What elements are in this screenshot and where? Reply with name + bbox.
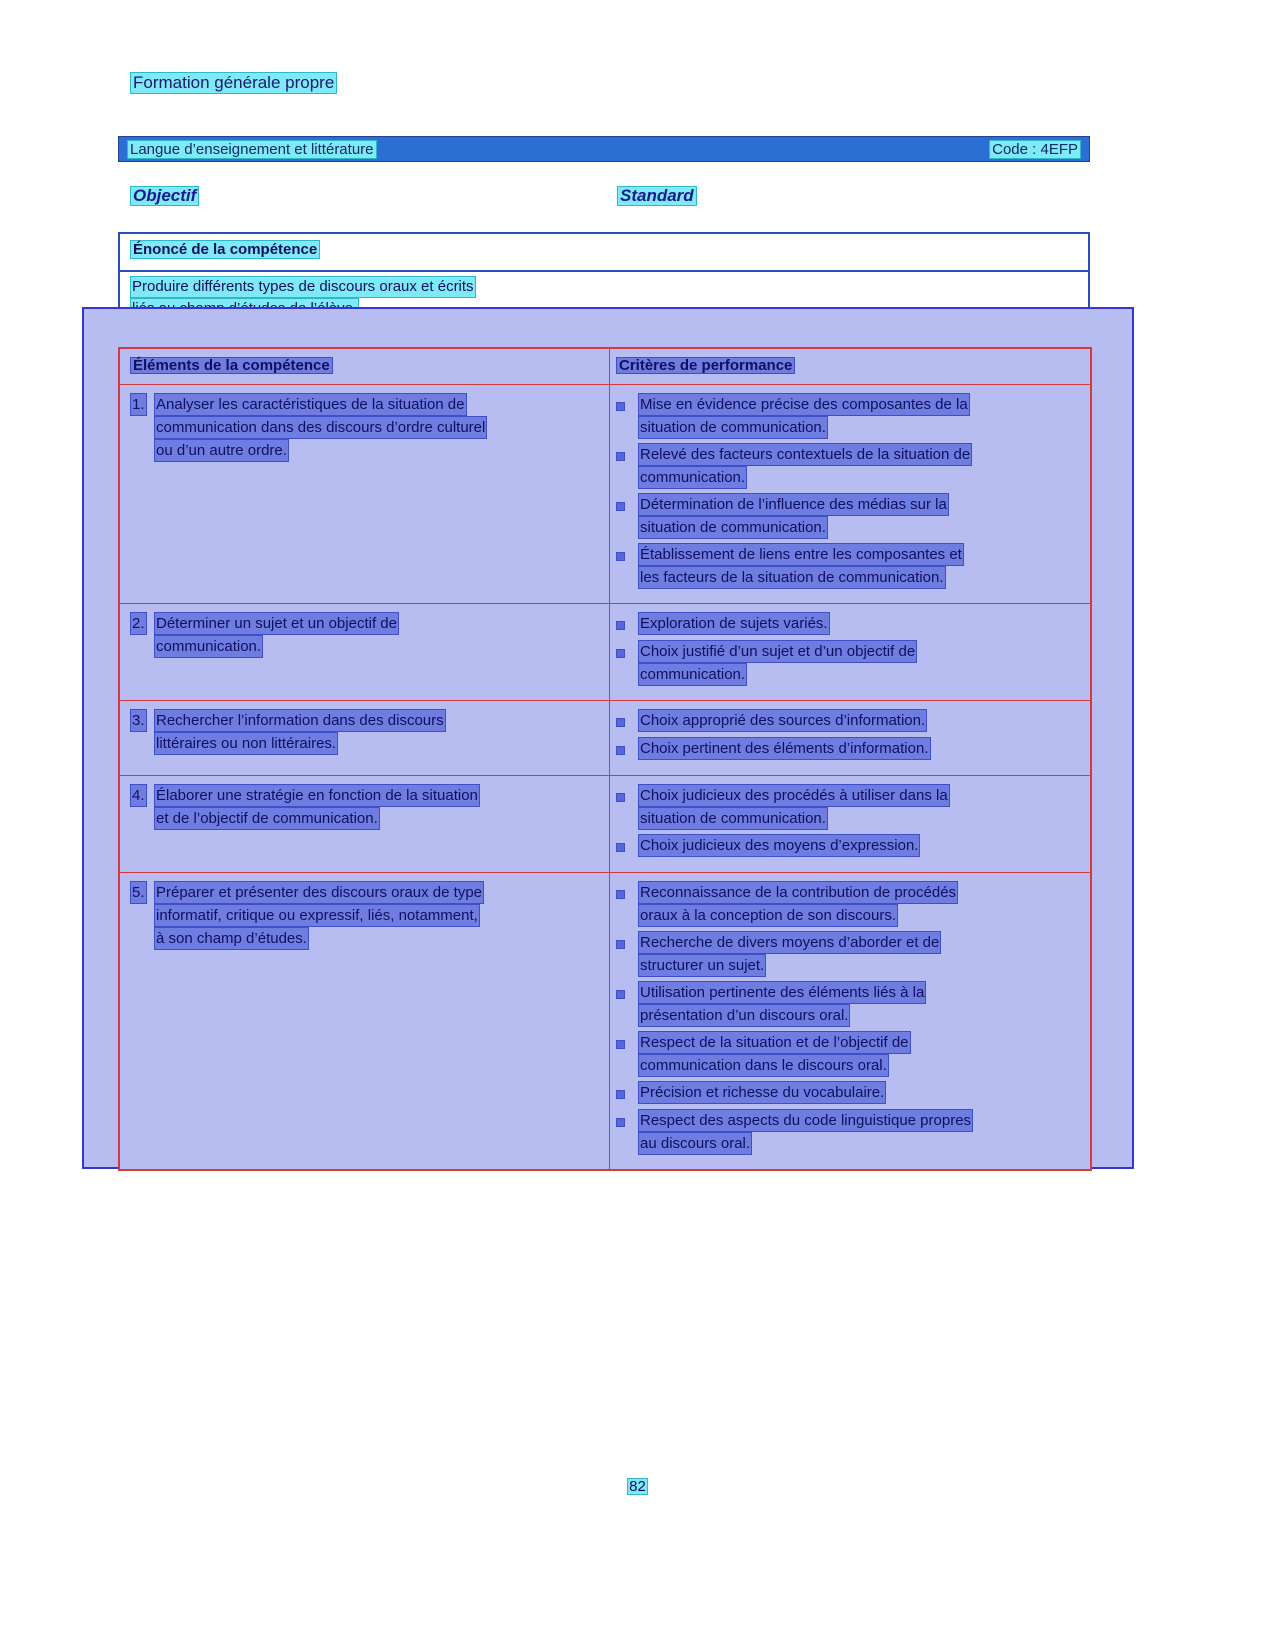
- element-text-line: communication dans des discours d’ordre culturel: [154, 416, 487, 439]
- list-item: [616, 493, 1080, 539]
- bullet-icon: [616, 931, 638, 977]
- course-header-bar: [118, 136, 1090, 162]
- criterion-text: [638, 612, 1080, 636]
- table-header-elements-label: Éléments de la compétence: [130, 357, 333, 374]
- element-number: [130, 612, 154, 658]
- table-header-criteria-label: Critères de performance: [616, 357, 795, 374]
- element-text-line: Déterminer un sujet et un objectif de: [154, 612, 399, 635]
- list-item: [616, 931, 1080, 977]
- objectif-label: Objectif: [130, 186, 199, 206]
- element-item: [130, 393, 599, 462]
- bullet-icon: [616, 737, 638, 761]
- list-item: [616, 393, 1080, 439]
- criterion-text: [638, 931, 1080, 977]
- competence-statement-line-1: Produire différents types de discours oraux et écrits: [130, 276, 476, 298]
- criterion-line: présentation d’un discours oral.: [638, 1004, 850, 1027]
- element-number-label: 1.: [130, 393, 147, 416]
- criterion-line: structurer un sujet.: [638, 954, 766, 977]
- table-row: [120, 700, 1090, 775]
- criterion-text: [638, 640, 1080, 686]
- criterion-line: Détermination de l’influence des médias sur la: [638, 493, 949, 516]
- footer: [0, 1478, 1275, 1495]
- element-cell: [120, 873, 610, 1169]
- criteria-list: [616, 612, 1080, 686]
- element-number-label: 3.: [130, 709, 147, 732]
- criterion-line: Choix judicieux des procédés à utiliser dans la: [638, 784, 950, 807]
- element-text: [154, 393, 599, 462]
- list-item: [616, 1109, 1080, 1155]
- table-row: [120, 872, 1090, 1169]
- page-title: Formation générale propre: [130, 72, 337, 94]
- criterion-line: situation de communication.: [638, 516, 828, 539]
- criterion-line: Mise en évidence précise des composantes de la: [638, 393, 970, 416]
- list-item: [616, 1031, 1080, 1077]
- standard-label: Standard: [617, 186, 697, 206]
- list-item: [616, 1081, 1080, 1105]
- element-text-line: et de l’objectif de communication.: [154, 807, 380, 830]
- criterion-text: [638, 881, 1080, 927]
- bullet-icon: [616, 834, 638, 858]
- table-row: [120, 384, 1090, 603]
- page-title-container: [130, 72, 337, 94]
- criteria-list: [616, 709, 1080, 761]
- criterion-text: [638, 834, 1080, 858]
- element-number: [130, 881, 154, 950]
- criterion-line: communication.: [638, 663, 747, 686]
- bullet-icon: [616, 493, 638, 539]
- element-text-line: Préparer et présenter des discours oraux de type: [154, 881, 484, 904]
- criterion-text: [638, 543, 1080, 589]
- criteria-list: [616, 881, 1080, 1155]
- criteria-cell: [610, 873, 1090, 1169]
- criterion-line: les facteurs de la situation de communication.: [638, 566, 946, 589]
- element-text: [154, 784, 599, 830]
- element-text: [154, 709, 599, 755]
- criterion-line: Respect des aspects du code linguistique propres: [638, 1109, 973, 1132]
- element-text: [154, 612, 599, 658]
- criteria-cell: [610, 604, 1090, 700]
- list-item: [616, 443, 1080, 489]
- element-text-line: à son champ d’études.: [154, 927, 309, 950]
- table-header-cell-criteria: [610, 349, 1090, 384]
- page-number-label: 82: [629, 1478, 646, 1495]
- criterion-line: Reconnaissance de la contribution de procédés: [638, 881, 958, 904]
- bullet-icon: [616, 1109, 638, 1155]
- criterion-text: [638, 443, 1080, 489]
- criterion-line: Choix approprié des sources d’information.: [638, 709, 927, 732]
- criterion-text: [638, 784, 1080, 830]
- criterion-line: Recherche de divers moyens d’aborder et de: [638, 931, 941, 954]
- criterion-text: [638, 1031, 1080, 1077]
- bullet-icon: [616, 612, 638, 636]
- element-cell: [120, 385, 610, 603]
- element-text-line: Élaborer une stratégie en fonction de la situation: [154, 784, 480, 807]
- criterion-line: Exploration de sujets variés.: [638, 612, 830, 635]
- list-item: [616, 737, 1080, 761]
- criterion-text: [638, 981, 1080, 1027]
- criterion-line: communication.: [638, 466, 747, 489]
- bullet-icon: [616, 784, 638, 830]
- criteria-cell: [610, 701, 1090, 775]
- list-item: [616, 612, 1080, 636]
- table-row: [120, 775, 1090, 872]
- course-code-label: Code : 4EFP: [989, 140, 1081, 159]
- course-discipline-label: Langue d’enseignement et littérature: [127, 140, 377, 159]
- list-item: [616, 981, 1080, 1027]
- criterion-text: [638, 737, 1080, 761]
- criteria-cell: [610, 776, 1090, 872]
- element-text-line: communication.: [154, 635, 263, 658]
- list-item: [616, 543, 1080, 589]
- list-item: [616, 834, 1080, 858]
- element-text-line: informatif, critique ou expressif, liés, notamment,: [154, 904, 480, 927]
- element-cell: [120, 701, 610, 775]
- criterion-line: Choix justifié d’un sujet et d’un objectif de: [638, 640, 917, 663]
- bullet-icon: [616, 1081, 638, 1105]
- bullet-icon: [616, 709, 638, 733]
- criteria-list: [616, 393, 1080, 589]
- bullet-icon: [616, 1031, 638, 1077]
- element-item: [130, 709, 599, 755]
- divider: [120, 270, 1088, 272]
- criterion-line: Précision et richesse du vocabulaire.: [638, 1081, 886, 1104]
- bullet-icon: [616, 443, 638, 489]
- element-number-label: 4.: [130, 784, 147, 807]
- element-item: [130, 784, 599, 830]
- objectif-standard-row: [130, 186, 730, 208]
- competence-criteria-table: [118, 347, 1092, 1171]
- table-header-row: [120, 349, 1090, 384]
- criterion-text: [638, 709, 1080, 733]
- criterion-line: Utilisation pertinente des éléments liés à la: [638, 981, 926, 1004]
- element-text-line: ou d’un autre ordre.: [154, 439, 289, 462]
- element-text-line: littéraires ou non littéraires.: [154, 732, 338, 755]
- element-text-line: Rechercher l’information dans des discours: [154, 709, 446, 732]
- table-header-cell-elements: [120, 349, 610, 384]
- bullet-icon: [616, 393, 638, 439]
- criterion-text: [638, 393, 1080, 439]
- criterion-line: Respect de la situation et de l’objectif de: [638, 1031, 911, 1054]
- criterion-line: Choix pertinent des éléments d’information.: [638, 737, 931, 760]
- element-text: [154, 881, 599, 950]
- list-item: [616, 709, 1080, 733]
- criteria-cell: [610, 385, 1090, 603]
- element-number-label: 2.: [130, 612, 147, 635]
- criterion-line: Établissement de liens entre les composantes et: [638, 543, 964, 566]
- criterion-text: [638, 493, 1080, 539]
- element-number: [130, 709, 154, 755]
- criterion-line: communication dans le discours oral.: [638, 1054, 889, 1077]
- criterion-text: [638, 1109, 1080, 1155]
- bullet-icon: [616, 543, 638, 589]
- criterion-line: oraux à la conception de son discours.: [638, 904, 898, 927]
- list-item: [616, 881, 1080, 927]
- bullet-icon: [616, 640, 638, 686]
- criteria-list: [616, 784, 1080, 858]
- table-row: [120, 603, 1090, 700]
- criterion-line: situation de communication.: [638, 416, 828, 439]
- element-cell: [120, 776, 610, 872]
- element-item: [130, 612, 599, 658]
- bullet-icon: [616, 981, 638, 1027]
- criterion-line: au discours oral.: [638, 1132, 752, 1155]
- element-cell: [120, 604, 610, 700]
- element-number: [130, 784, 154, 830]
- criterion-text: [638, 1081, 1080, 1105]
- element-number-label: 5.: [130, 881, 147, 904]
- list-item: [616, 784, 1080, 830]
- competence-statement-title: Énoncé de la compétence: [130, 240, 320, 259]
- list-item: [616, 640, 1080, 686]
- element-number: [130, 393, 154, 462]
- element-text-line: Analyser les caractéristiques de la situation de: [154, 393, 467, 416]
- criterion-line: Choix judicieux des moyens d’expression.: [638, 834, 920, 857]
- criterion-line: situation de communication.: [638, 807, 828, 830]
- element-item: [130, 881, 599, 950]
- criterion-line: Relevé des facteurs contextuels de la situation de: [638, 443, 972, 466]
- bullet-icon: [616, 881, 638, 927]
